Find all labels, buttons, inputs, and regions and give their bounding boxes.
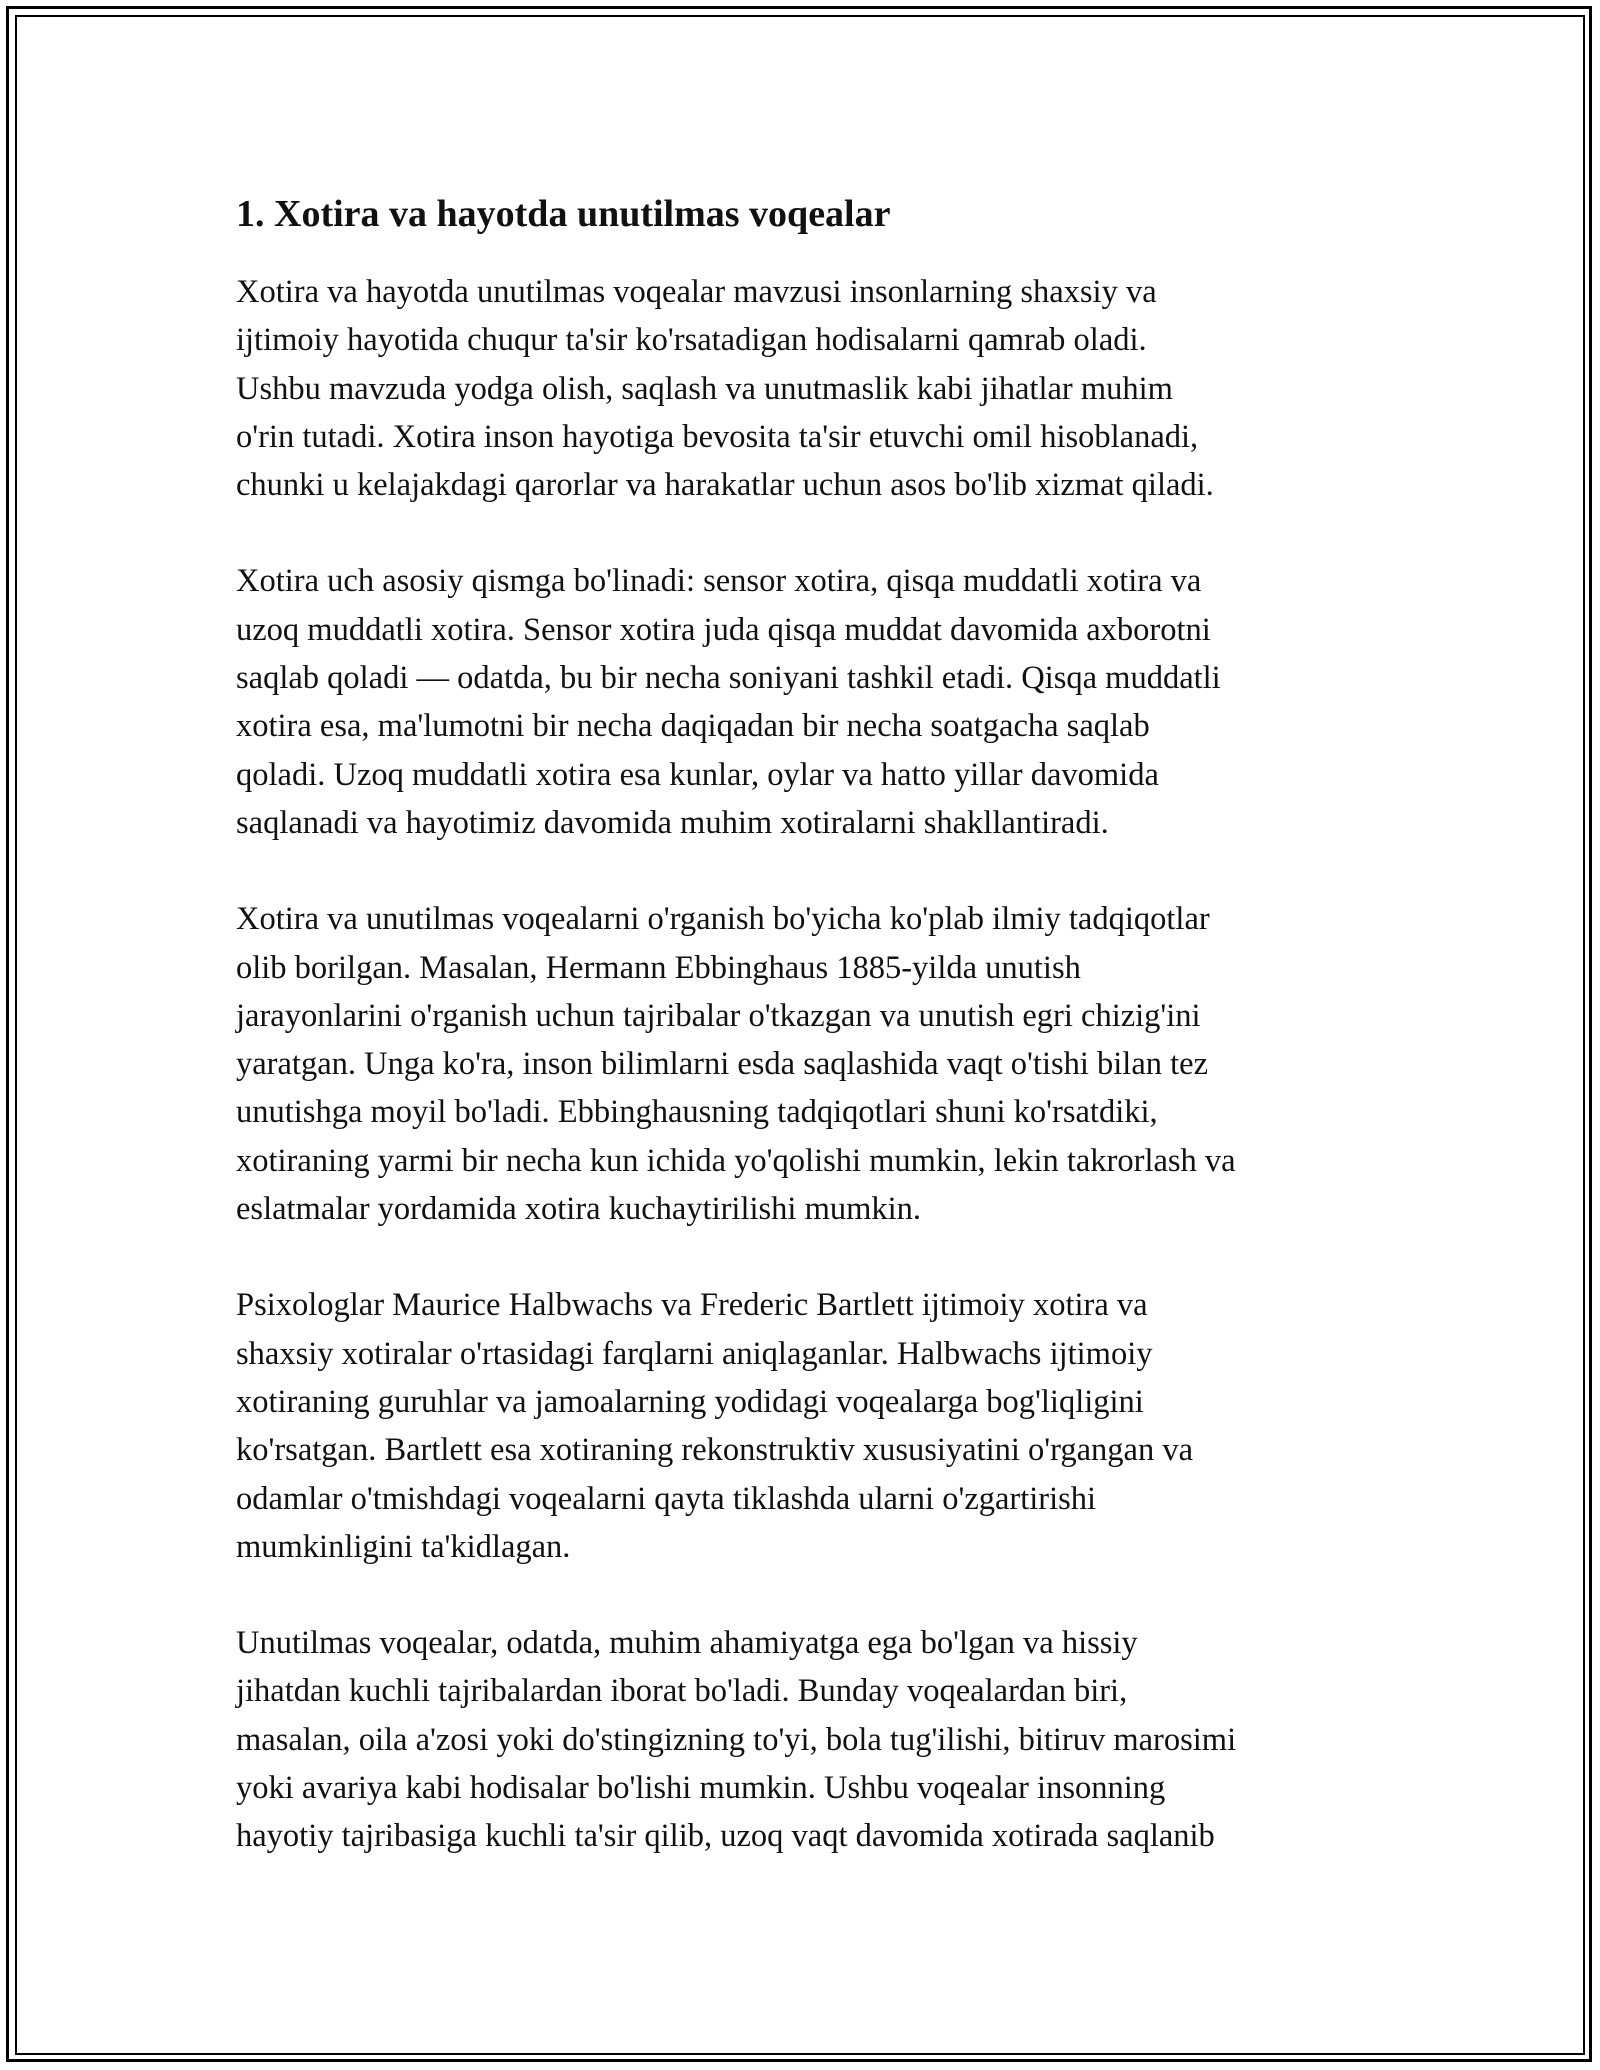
paragraph-line: Xotira va unutilmas voqealarni o'rganish bo'yicha ko'plab ilmiy tadqiqotlar (236, 901, 1210, 938)
paragraph-line: Unutilmas voqealar, odatda, muhim ahamiyatga ega bo'lgan va hissiy (236, 1625, 1138, 1662)
section-heading: 1. Xotira va hayotda unutilmas voqealar (236, 193, 891, 235)
paragraph-line: uzoq muddatli xotira. Sensor xotira juda qisqa muddat davomida axborotni (236, 611, 1211, 648)
paragraph-line: yaratgan. Unga ko'ra, inson bilimlarni esda saqlashida vaqt o'tishi bilan tez (236, 1046, 1209, 1083)
paragraph-line: saqlab qoladi — odatda, bu bir necha soniyani tashkil etadi. Qisqa muddatli (236, 660, 1221, 697)
paragraph-line: jihatdan kuchli tajribalardan iborat bo'ladi. Bunday voqealardan biri, (236, 1673, 1128, 1710)
paragraph-line: jarayonlarini o'rganish uchun tajribalar o'tkazgan va unutish egri chizig'ini (236, 997, 1201, 1034)
paragraph-line: xotiraning guruhlar va jamoalarning yodidagi voqealarga bog'liqligini (236, 1383, 1144, 1420)
paragraph-3 (236, 895, 1386, 1233)
paragraph-line: ko'rsatgan. Bartlett esa xotiraning rekonstruktiv xususiyatini o'rgangan va (236, 1432, 1194, 1469)
paragraph-line: unutishga moyil bo'ladi. Ebbinghausning tadqiqotlari shuni ko'rsatdiki, (236, 1094, 1158, 1131)
paragraph-line: shaxsiy xotiralar o'rtasidagi farqlarni aniqlaganlar. Halbwachs ijtimoiy (236, 1335, 1153, 1372)
paragraph-line: xotira esa, ma'lumotni bir necha daqiqadan bir necha soatgacha saqlab (236, 708, 1150, 745)
paragraph-line: ijtimoiy hayotida chuqur ta'sir ko'rsatadigan hodisalarni qamrab oladi. (236, 322, 1147, 359)
paragraph-line: Psixologlar Maurice Halbwachs va Frederic Bartlett ijtimoiy xotira va (236, 1287, 1148, 1324)
paragraph-line: Ushbu mavzuda yodga olish, saqlash va unutmaslik kabi jihatlar muhim (236, 370, 1173, 407)
paragraph-line: odamlar o'tmishdagi voqealarni qayta tiklashda ularni o'zgartirishi (236, 1480, 1097, 1517)
paragraph-line: o'rin tutadi. Xotira inson hayotiga bevosita ta'sir etuvchi omil hisoblanadi, (236, 418, 1199, 455)
paragraph-line: masalan, oila a'zosi yoki do'stingizning to'yi, bola tug'ilishi, bitiruv marosimi (236, 1721, 1237, 1758)
paragraph-5 (236, 1619, 1386, 1860)
paragraph-line: yoki avariya kabi hodisalar bo'lishi mumkin. Ushbu voqealar insonning (236, 1770, 1166, 1807)
paragraph-line: chunki u kelajakdagi qarorlar va harakatlar uchun asos bo'lib xizmat qiladi. (236, 467, 1214, 504)
paragraph-line: xotiraning yarmi bir necha kun ichida yo'qolishi mumkin, lekin takrorlash va (236, 1142, 1236, 1179)
paragraph-line: saqlanadi va hayotimiz davomida muhim xotiralarni shakllantiradi. (236, 804, 1109, 841)
paragraph-line: olib borilgan. Masalan, Hermann Ebbinghaus 1885-yilda unutish (236, 949, 1081, 986)
paragraph-line: eslatmalar yordamida xotira kuchaytirilishi mumkin. (236, 1191, 922, 1228)
paragraph-1 (236, 268, 1386, 509)
paragraph-line: mumkinligini ta'kidlagan. (236, 1528, 571, 1565)
document-body (236, 186, 1386, 1909)
paragraph-2 (236, 557, 1386, 847)
paragraph-line: qoladi. Uzoq muddatli xotira esa kunlar, oylar va hatto yillar davomida (236, 756, 1159, 793)
paragraph-4 (236, 1281, 1386, 1571)
paragraph-line: Xotira va hayotda unutilmas voqealar mavzusi insonlarning shaxsiy va (236, 274, 1157, 310)
paragraph-line: hayotiy tajribasiga kuchli ta'sir qilib, uzoq vaqt davomida xotirada saqlanib (236, 1818, 1215, 1855)
paragraph-line: Xotira uch asosiy qismga bo'linadi: sensor xotira, qisqa muddatli xotira va (236, 563, 1202, 600)
